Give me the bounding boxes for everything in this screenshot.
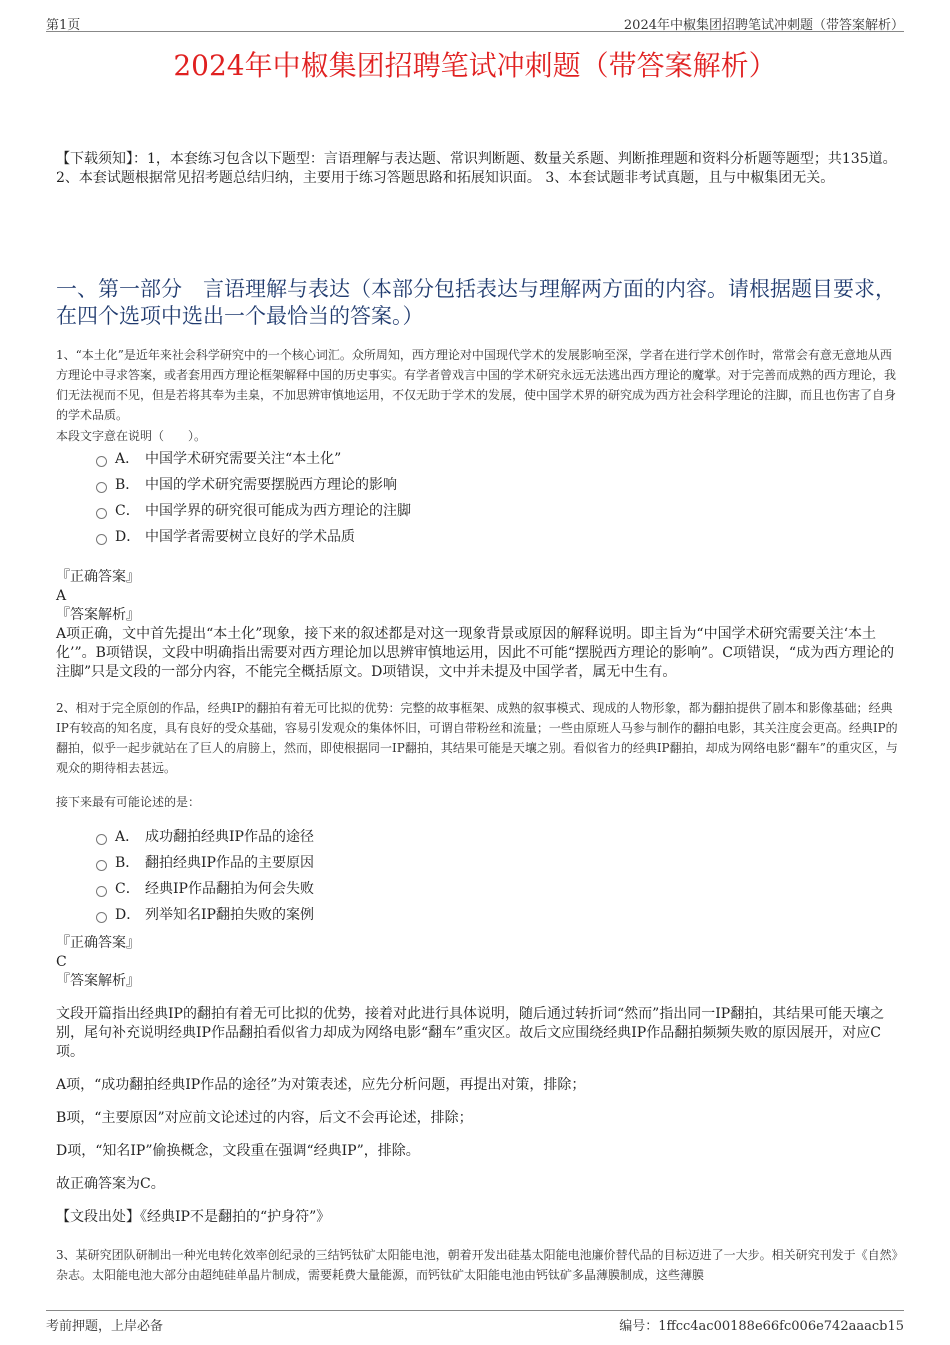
analysis-paragraph: 故正确答案为C。 (56, 1176, 165, 1192)
option-a[interactable]: A． 中国学术研究需要关注“本土化” (96, 446, 796, 472)
page-number: 第1页 (46, 18, 81, 33)
page-footer (46, 1310, 904, 1332)
question-2-answer (56, 934, 901, 1227)
header-doc-title: 2024年中椒集团招聘笔试冲刺题（带答案解析） (623, 18, 904, 33)
option-c[interactable]: C． 经典IP作品翻拍为何会失败 (96, 876, 796, 902)
answer-value: A (56, 588, 67, 604)
footer-slogan: 考前押题，上岸必备 (46, 1319, 164, 1334)
radio-icon[interactable] (96, 456, 107, 467)
question-1-prompt: 本段文字意在说明（ ）。 (56, 429, 207, 443)
question-2-text: 2、相对于完全原创的作品，经典IP的翻拍有着无可比拟的优势：完整的故事框架、成熟的叙事模式、现成的人物形象，都为翻拍提供了剧本和影像基础；经典IP有较高的知名度，具有良好的受众基础，容易引发观众的集体怀旧，可谓自带粉丝和流量；一些由原班人马参与制作的翻拍电影，其关注度会更高。经典IP的翻拍，似乎一起步就站在了巨人的肩膀上，然而，即使根据同一IP翻拍，其结果可能是天壤之别。看似省力的经典IP翻拍，却成为网络电影“翻车”的重灾区，与观众的期待相去甚远。 (56, 701, 898, 775)
radio-icon[interactable] (96, 886, 107, 897)
answer-label: 『正确答案』 (56, 935, 140, 951)
analysis-paragraph: A项，“成功翻拍经典IP作品的途径”为对策表述，应先分析问题，再提出对策，排除； (56, 1077, 586, 1093)
download-notice: 【下载须知】：1，本套练习包含以下题型：言语理解与表达题、常识判断题、数量关系题、判断推理题和资料分析题等题型；共135道。 2、本套试题根据常见招考题总结归纳，主要用于练习答题思路和拓展知识面。 3、本套试题非考试真题，且与中椒集团无关。 (56, 151, 897, 186)
question-1-text: 1、“本土化”是近年来社会科学研究中的一个核心词汇。众所周知，西方理论对中国现代学术的发展影响至深，学者在进行学术创作时，常常会有意无意地从西方理论中寻求答案，或者套用西方理论框架解释中国的历史事实。有学者曾戏言中国的学术研究永远无法逃出西方理论的魔掌。对于完善而成熟的西方理论，我们无法视而不见，但是若将其奉为圭臬，不加思辨审慎地运用，不仅无助于学术的发展，使中国学术界的研究成为西方社会科学理论的注脚，而且也伤害了自身的学术品质。 (56, 348, 897, 422)
radio-icon[interactable] (96, 534, 107, 545)
analysis-paragraph: B项，“主要原因”对应前文论述过的内容，后文不会再论述，排除； (56, 1110, 473, 1126)
option-d[interactable]: D． 中国学者需要树立良好的学术品质 (96, 524, 796, 550)
radio-icon[interactable] (96, 508, 107, 519)
question-3-text: 3、某研究团队研制出一种光电转化效率创纪录的三结钙钛矿太阳能电池，朝着开发出硅基太阳能电池廉价替代品的目标迈进了一大步。相关研究刊发于《自然》杂志。太阳能电池大部分由超纯硅单晶片制成，需要耗费大量能源，而钙钛矿太阳能电池由钙钛矿多晶薄膜制成，这些薄膜 (56, 1248, 898, 1282)
answer-label: 『正确答案』 (56, 569, 140, 585)
analysis-label: 『答案解析』 (56, 973, 140, 989)
question-2-prompt: 接下来最有可能论述的是： (56, 795, 201, 809)
option-b[interactable]: B． 翻拍经典IP作品的主要原因 (96, 850, 796, 876)
radio-icon[interactable] (96, 860, 107, 871)
analysis-paragraph: D项，“知名IP”偷换概念，文段重在强调“经典IP”，排除。 (56, 1143, 420, 1159)
radio-icon[interactable] (96, 912, 107, 923)
option-a[interactable]: A． 成功翻拍经典IP作品的途径 (96, 824, 796, 850)
page-header (46, 12, 904, 32)
source-citation: 【文段出处】《经典IP不是翻拍的“护身符”》 (56, 1209, 331, 1225)
question-1-answer (56, 568, 901, 682)
radio-icon[interactable] (96, 482, 107, 493)
radio-icon[interactable] (96, 834, 107, 845)
footer-code: 编号：1ffcc4ac00188e66fc006e742aaacb15 (619, 1319, 904, 1334)
page-title: 2024年中椒集团招聘笔试冲刺题（带答案解析） (173, 49, 777, 82)
analysis-label: 『答案解析』 (56, 607, 140, 623)
analysis-paragraph: 文段开篇指出经典IP的翻拍有着无可比拟的优势，接着对此进行具体说明，随后通过转折词“然而”指出同一IP翻拍，其结果可能天壤之别，尾句补充说明经典IP作品翻拍看似省力却成为网络电影“翻车”重灾区。故后文应围绕经典IP作品翻拍频频失败的原因展开，对应C项。 (56, 1006, 885, 1060)
question-1-options (96, 446, 796, 550)
answer-value: C (56, 954, 67, 970)
analysis-text: A项正确，文中首先提出“本土化”现象，接下来的叙述都是对这一现象背景或原因的解释说明。即主旨为“中国学术研究需要关注‘本土化’”。B项错误，文段中明确指出需要对西方理论加以思辨审慎地运用，因此不可能“摆脱西方理论的影响”。C项错误，“成为西方理论的注脚”只是文段的一部分内容，不能完全概括原文。D项错误，文中并未提及中国学者，属无中生有。 (56, 626, 895, 680)
question-2-options (96, 824, 796, 928)
option-c[interactable]: C． 中国学界的研究很可能成为西方理论的注脚 (96, 498, 796, 524)
option-d[interactable]: D． 列举知名IP翻拍失败的案例 (96, 902, 796, 928)
section-title: 一、第一部分 言语理解与表达（本部分包括表达与理解两方面的内容。请根据题目要求，在四个选项中选出一个最恰当的答案。） (56, 277, 896, 328)
option-b[interactable]: B． 中国的学术研究需要摆脱西方理论的影响 (96, 472, 796, 498)
